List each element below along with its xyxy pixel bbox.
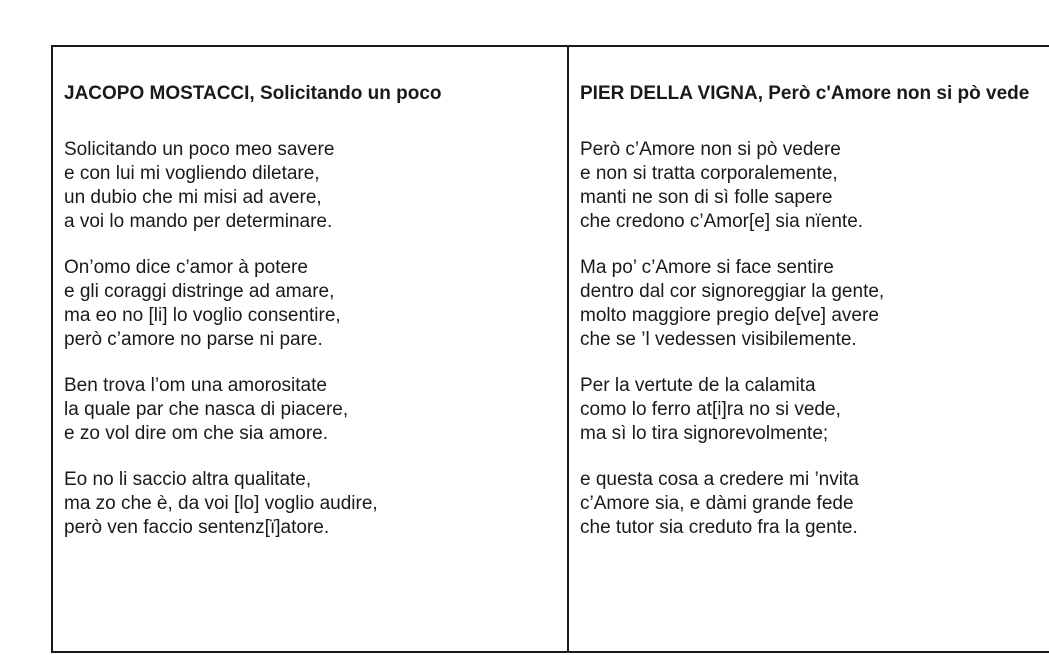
poem-comparison-table xyxy=(51,45,1049,653)
verse-line: On’omo dice c’amor à potere xyxy=(64,257,308,278)
verse-line: como lo ferro at[i]ra no si vede, xyxy=(580,399,841,420)
verse-line: e con lui mi vogliendo diletare, xyxy=(64,163,320,184)
verse-line: che se ’l vedessen visibilemente. xyxy=(580,329,857,350)
stanza xyxy=(580,468,884,540)
stanza xyxy=(580,374,884,446)
verse-line: Ma po’ c’Amore si face sentire xyxy=(580,257,834,278)
verse-line: c’Amore sia, e dàmi grande fede xyxy=(580,493,854,514)
stanza xyxy=(580,256,884,352)
verse-line: e non si tratta corporalemente, xyxy=(580,163,838,184)
verse-line: Però c’Amore non si pò vedere xyxy=(580,139,841,160)
stanza xyxy=(64,138,378,234)
verse-line: la quale par che nasca di piacere, xyxy=(64,399,349,420)
verse-line: e questa cosa a credere mi ’nvita xyxy=(580,469,859,490)
right-heading: PIER DELLA VIGNA, Però c'Amore non si pò vede xyxy=(580,83,1030,104)
verse-line: Eo no li saccio altra qualitate, xyxy=(64,469,312,490)
verse-line: ma sì lo tira signorevolmente; xyxy=(580,423,829,444)
left-poem xyxy=(64,138,378,562)
left-heading: JACOPO MOSTACCI, Solicitando un poco xyxy=(64,83,442,104)
verse-line: a voi lo mando per determinare. xyxy=(64,211,333,232)
right-column xyxy=(569,47,1049,651)
stanza xyxy=(64,256,378,352)
verse-line: ma eo no [li] lo voglio consentire, xyxy=(64,305,341,326)
verse-line: che credono c’Amor[e] sia nïente. xyxy=(580,211,864,232)
verse-line: però ven faccio sentenz[ï]atore. xyxy=(64,517,330,538)
verse-line: ma zo che è, da voi [lo] voglio audire, xyxy=(64,493,378,514)
verse-line: e zo vol dire om che sia amore. xyxy=(64,423,329,444)
verse-line: Solicitando un poco meo savere xyxy=(64,139,335,160)
stanza xyxy=(580,138,884,234)
stanza xyxy=(64,468,378,540)
verse-line: Ben trova l’om una amorositate xyxy=(64,375,327,396)
right-poem xyxy=(580,138,884,562)
stanza xyxy=(64,374,378,446)
verse-line: molto maggiore pregio de[ve] avere xyxy=(580,305,879,326)
verse-line: un dubio che mi misi ad avere, xyxy=(64,187,322,208)
verse-line: Per la vertute de la calamita xyxy=(580,375,816,396)
verse-line: però c’amore no parse ni pare. xyxy=(64,329,323,350)
verse-line: e gli coraggi distringe ad amare, xyxy=(64,281,335,302)
verse-line: manti ne son di sì folle sapere xyxy=(580,187,833,208)
left-column xyxy=(53,47,569,651)
verse-line: che tutor sia creduto fra la gente. xyxy=(580,517,858,538)
verse-line: dentro dal cor signoreggiar la gente, xyxy=(580,281,885,302)
